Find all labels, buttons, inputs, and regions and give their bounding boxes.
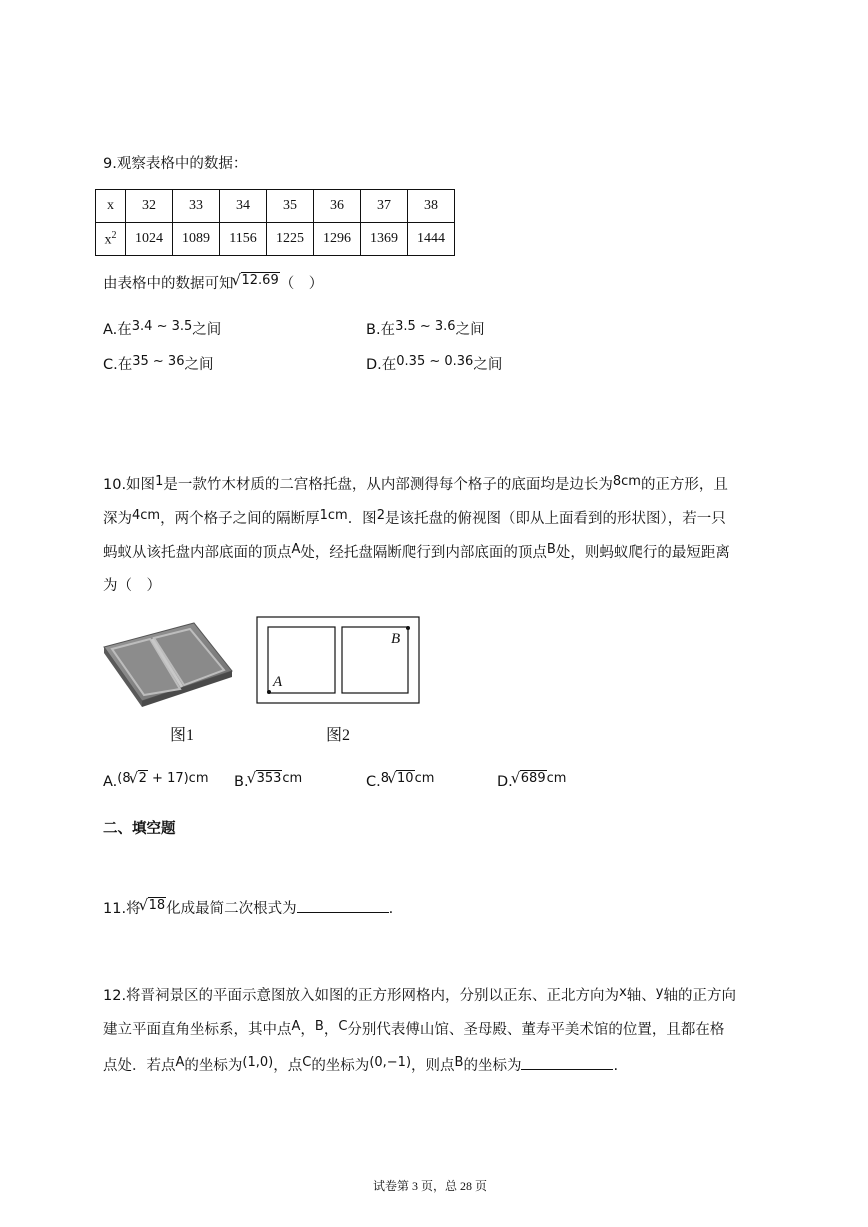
page-footer: 试卷第 3 页，总 28 页 [373, 1179, 488, 1193]
q12-line-1: 12.将晋祠景区的平面示意图放入如图的正方形网格内，分别以正东、正北方向为x轴、y轴的正方向 [103, 985, 736, 1004]
table-cell: 38 [408, 190, 455, 223]
table-cell: 1225 [267, 223, 314, 256]
q9-option-c[interactable]: C.在35 ~ 36之间 [103, 354, 214, 373]
table-row [96, 223, 455, 256]
table-header-x: x [96, 190, 126, 223]
table-cell: 1369 [361, 223, 408, 256]
q10-line-4: 为（ ） [103, 578, 161, 594]
q10-line-3: 蚂蚁从该托盘内部底面的顶点A处，经托盘隔断爬行到内部底面的顶点B处，则蚂蚁爬行的最短距离 [103, 542, 730, 561]
q12-line-3: 点处．若点A的坐标为(1,0)，点C的坐标为(0,−1)，则点B的坐标为 . [103, 1055, 619, 1074]
table-cell: 33 [173, 190, 220, 223]
q9-stem: 9.观察表格中的数据： [103, 156, 248, 172]
section-title: 二、填空题 [103, 821, 176, 837]
table-cell: 1156 [220, 223, 267, 256]
q9-prompt: 由表格中的数据可知√ 12.69（ ） [103, 274, 323, 295]
point-a-label: A [273, 674, 283, 690]
table-header-x2: $x^2$ [96, 223, 126, 256]
table-cell: 1444 [408, 223, 455, 256]
answer-blank[interactable] [521, 1054, 613, 1070]
q10-option-b[interactable]: B.√ 353cm [234, 772, 302, 793]
table-row [96, 190, 455, 223]
table-cell: 37 [361, 190, 408, 223]
figure-1-caption: 图1 [170, 727, 195, 744]
point-b-label: B [391, 631, 401, 647]
table-cell: 34 [220, 190, 267, 223]
answer-blank[interactable] [297, 897, 389, 913]
table-cell: 36 [314, 190, 361, 223]
data-table [95, 189, 455, 256]
figure-2-caption: 图2 [326, 727, 351, 744]
q10-line-1: 10.如图1是一款竹木材质的二宫格托盘，从内部测得每个格子的底面均是边长为8cm的正方形，且 [103, 474, 728, 493]
table-cell: 1024 [126, 223, 173, 256]
q11-text: 11.将√ 18化成最简二次根式为 . [103, 897, 393, 920]
q10-option-c[interactable]: C.8√ 10cm [366, 772, 434, 793]
q10-line-2: 深为4cm，两个格子之间的隔断厚1cm．图2是该托盘的俯视图（即从上面看到的形状图），若一只 [103, 508, 726, 527]
q10-option-a[interactable]: A.(8√ 2 + 17)cm [103, 772, 209, 793]
sqrt-expression: √ 12.69 [234, 271, 280, 291]
table-cell: 1089 [173, 223, 220, 256]
q10-option-d[interactable]: D.√ 689cm [497, 772, 566, 793]
tray-photo [100, 615, 235, 707]
table-cell: 35 [267, 190, 314, 223]
point-b-marker [406, 626, 410, 630]
table-cell: 1296 [314, 223, 361, 256]
q12-line-2: 建立平面直角坐标系，其中点A，B，C分别代表傅山馆、圣母殿、董寿平美术馆的位置，且都在格 [103, 1019, 725, 1038]
q9-option-a[interactable]: A.在3.4 ~ 3.5之间 [103, 319, 222, 338]
table-cell: 32 [126, 190, 173, 223]
q9-option-b[interactable]: B.在3.5 ~ 3.6之间 [366, 319, 485, 338]
point-a-marker [267, 690, 271, 694]
q9-option-d[interactable]: D.在0.35 ~ 0.36之间 [366, 354, 503, 373]
